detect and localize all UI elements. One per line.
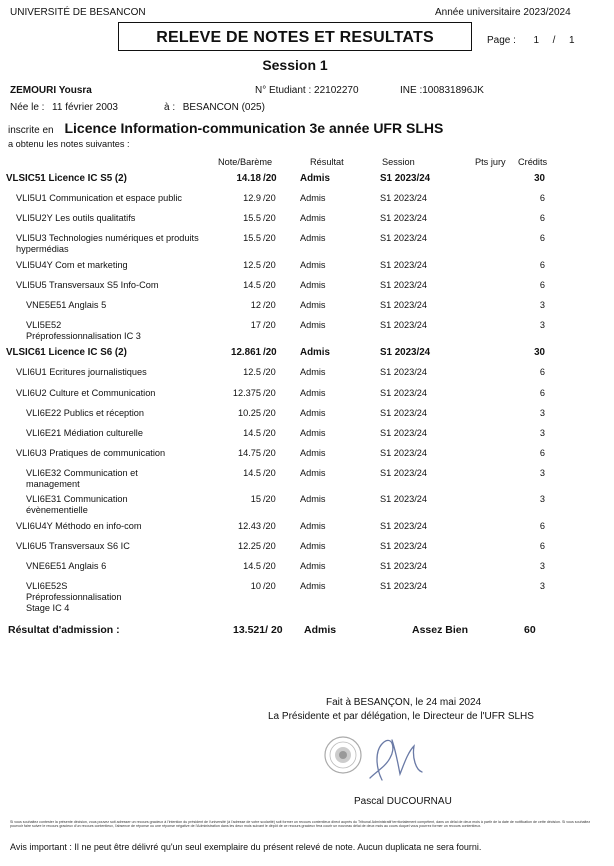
course-session: S1 2023/24 xyxy=(380,347,431,358)
course-credits: 6 xyxy=(539,280,545,290)
course-note: 10.25 xyxy=(238,408,261,418)
page-indicator xyxy=(487,35,575,46)
course-label: VLI5U4Y Com et marketing xyxy=(16,260,128,270)
course-note: 15 xyxy=(250,494,261,504)
course-note: 14.5 xyxy=(243,428,261,438)
course-label: VLI6U5 Transversaux S6 IC xyxy=(16,541,130,551)
course-scale: /20 xyxy=(263,367,276,377)
course-session: S1 2023/24 xyxy=(380,541,428,551)
course-result: Admis xyxy=(300,448,326,458)
course-scale: /20 xyxy=(263,541,276,551)
course-label: VLI5U3 Technologies numériques et produits hypermédias xyxy=(16,233,199,254)
course-credits: 3 xyxy=(539,428,545,438)
course-credits: 30 xyxy=(534,347,545,358)
course-note: 10 xyxy=(250,581,261,591)
course-note: 12.25 xyxy=(238,541,261,551)
course-label: VLI5E52 Préprofessionnalisation IC 3 xyxy=(26,320,141,341)
legal-notice: Si vous souhaitez contester la présente décision, vous pouvez soit adresser un recours gracieux à l'intention du président de l'université (à l'adresse de votre scolarité) soit former un recours contentieux direct auprès du Tribunal Administratif territorialement compétent, dans un délai de deux mois à partir de la date de notification de cette décision. Si vous souhaitez pourvoir faire suivre le recours gracieux d'un recours contentieux, l'absence de réponse ou une réponse négative de l'Administration dans les deux mois suivant le dépôt de ce recours gracieux fera courir un nouveau délai de deux mois au cours duquel vous pourrez former un recours contentieux. xyxy=(10,820,591,829)
course-session: S1 2023/24 xyxy=(380,494,428,504)
course-scale: /20 xyxy=(263,581,276,591)
course-scale: /20 xyxy=(263,428,276,438)
course-result: Admis xyxy=(300,408,326,418)
course-scale: /20 xyxy=(263,494,276,504)
signatory-name: Pascal DUCOURNAU xyxy=(354,796,452,807)
course-note: 17 xyxy=(250,320,261,330)
course-session: S1 2023/24 xyxy=(380,300,428,310)
course-result: Admis xyxy=(300,233,326,243)
course-credits: 30 xyxy=(534,173,545,184)
course-scale: /20 xyxy=(263,521,276,531)
course-credits: 3 xyxy=(539,581,545,591)
course-result: Admis xyxy=(300,388,326,398)
admission-note-scale: / 20 xyxy=(265,624,283,636)
course-scale: /20 xyxy=(263,233,276,243)
page-current: 1 xyxy=(533,35,540,46)
course-note: 15.5 xyxy=(243,233,261,243)
course-result: Admis xyxy=(300,521,326,531)
birth-place xyxy=(164,102,265,113)
column-header-session: Session xyxy=(382,157,415,167)
course-result: Admis xyxy=(300,213,326,223)
course-session: S1 2023/24 xyxy=(380,260,428,270)
course-credits: 6 xyxy=(539,193,545,203)
admission-note xyxy=(233,624,283,636)
course-label: VLI5U1 Communication et espace public xyxy=(16,193,182,203)
course-scale: /20 xyxy=(263,347,277,358)
course-note: 12.5 xyxy=(243,260,261,270)
university-name: UNIVERSITÉ DE BESANCON xyxy=(10,7,146,18)
course-session: S1 2023/24 xyxy=(380,388,428,398)
course-note: 12 xyxy=(250,300,261,310)
course-scale: /20 xyxy=(263,260,276,270)
course-result: Admis xyxy=(300,280,326,290)
course-credits: 6 xyxy=(539,260,545,270)
course-credits: 6 xyxy=(539,213,545,223)
academic-year: Année universitaire 2023/2024 xyxy=(435,7,571,18)
course-result: Admis xyxy=(300,300,326,310)
ine-label: INE : xyxy=(400,85,423,96)
course-note: 12.9 xyxy=(243,193,261,203)
admission-mention: Assez Bien xyxy=(412,624,469,636)
course-result: Admis xyxy=(300,428,326,438)
course-note: 14.5 xyxy=(243,280,261,290)
admission-result: Admis xyxy=(304,624,337,636)
course-note: 12.5 xyxy=(243,367,261,377)
course-session: S1 2023/24 xyxy=(380,193,428,203)
course-result: Admis xyxy=(300,541,326,551)
course-label: VLI6E21 Médiation culturelle xyxy=(26,428,143,438)
course-note: 15.5 xyxy=(243,213,261,223)
course-scale: /20 xyxy=(263,213,276,223)
course-label: VNE6E51 Anglais 6 xyxy=(26,561,107,571)
course-result: Admis xyxy=(300,173,330,184)
course-result: Admis xyxy=(300,367,326,377)
course-label: VLI6E52S Préprofessionnalisation Stage IC 4 xyxy=(26,581,122,613)
signature-role: La Présidente et par délégation, le Directeur de l'UFR SLHS xyxy=(268,711,534,722)
course-label: VLI6U2 Culture et Communication xyxy=(16,388,156,398)
course-label: VLI6U4Y Méthodo en info-com xyxy=(16,521,142,531)
ine-value: 100831896JK xyxy=(422,85,484,96)
course-credits: 6 xyxy=(539,448,545,458)
course-session: S1 2023/24 xyxy=(380,367,428,377)
course-credits: 6 xyxy=(539,541,545,551)
course-note: 12.375 xyxy=(232,388,261,398)
signature-icon xyxy=(362,728,442,788)
course-session: S1 2023/24 xyxy=(380,233,428,243)
course-label: VLI6E22 Publics et réception xyxy=(26,408,144,418)
course-session: S1 2023/24 xyxy=(380,320,428,330)
course-credits: 3 xyxy=(539,494,545,504)
course-label: VLI5U2Y Les outils qualitatifs xyxy=(16,213,136,223)
course-scale: /20 xyxy=(263,468,276,478)
course-label: VLI5U5 Transversaux S5 Info-Com xyxy=(16,280,159,290)
course-label: VLI6U1 Ecritures journalistiques xyxy=(16,367,147,377)
course-note: 14.5 xyxy=(243,468,261,478)
course-credits: 3 xyxy=(539,320,545,330)
course-credits: 6 xyxy=(539,388,545,398)
course-result: Admis xyxy=(300,320,326,330)
course-session: S1 2023/24 xyxy=(380,521,428,531)
course-session: S1 2023/24 xyxy=(380,561,428,571)
column-header-result: Résultat xyxy=(310,157,344,167)
birth-date-value: 11 février 2003 xyxy=(52,102,118,113)
course-scale: /20 xyxy=(263,408,276,418)
course-scale: /20 xyxy=(263,388,276,398)
admission-credits: 60 xyxy=(524,624,536,636)
course-session: S1 2023/24 xyxy=(380,213,428,223)
course-label: VLI6E31 Communication évènementielle xyxy=(26,494,128,515)
student-name: ZEMOURI Yousra xyxy=(10,85,92,96)
course-credits: 3 xyxy=(539,300,545,310)
ine xyxy=(400,85,484,96)
title-box xyxy=(118,22,472,51)
course-scale: /20 xyxy=(263,448,276,458)
course-credits: 3 xyxy=(539,408,545,418)
course-result: Admis xyxy=(300,193,326,203)
course-credits: 3 xyxy=(539,561,545,571)
birth-date xyxy=(10,102,118,113)
course-session: S1 2023/24 xyxy=(380,448,428,458)
course-session: S1 2023/24 xyxy=(380,173,431,184)
page-total: 1 xyxy=(568,35,575,46)
course-note: 12.861 xyxy=(231,347,261,358)
course-session: S1 2023/24 xyxy=(380,468,428,478)
obtained-notice: a obtenu les notes suivantes : xyxy=(8,139,130,149)
course-result: Admis xyxy=(300,347,330,358)
course-session: S1 2023/24 xyxy=(380,581,428,591)
course-note: 14.18 xyxy=(236,173,261,184)
course-result: Admis xyxy=(300,581,326,591)
student-number-label: N° Etudiant : xyxy=(255,85,312,96)
admission-label: Résultat d'admission : xyxy=(8,624,120,636)
course-result: Admis xyxy=(300,561,326,571)
course-label: VLI6E32 Communication et management xyxy=(26,468,138,489)
course-label: VNE5E51 Anglais 5 xyxy=(26,300,107,310)
admission-note-value: 13.521 xyxy=(233,624,266,636)
signature-place-date: Fait à BESANÇON, le 24 mai 2024 xyxy=(326,697,482,708)
course-credits: 6 xyxy=(539,521,545,531)
course-note: 12.43 xyxy=(238,521,261,531)
birth-place-value: BESANCON (025) xyxy=(182,102,265,113)
student-number xyxy=(255,85,359,96)
course-session: S1 2023/24 xyxy=(380,280,428,290)
enrolled-label: inscrite en xyxy=(8,125,54,136)
page-label: Page : xyxy=(487,35,516,46)
course-credits: 3 xyxy=(539,468,545,478)
course-scale: /20 xyxy=(263,280,276,290)
column-header-jury: Pts jury xyxy=(475,157,506,167)
course-note: 14.5 xyxy=(243,561,261,571)
course-result: Admis xyxy=(300,260,326,270)
birth-date-label: Née le : xyxy=(10,102,45,113)
programme-name: Licence Information-communication 3e année UFR SLHS xyxy=(64,120,444,136)
course-label: VLSIC51 Licence IC S5 (2) xyxy=(6,173,127,184)
course-credits: 6 xyxy=(539,233,545,243)
birth-place-label: à : xyxy=(164,102,176,113)
course-result: Admis xyxy=(300,494,326,504)
page-separator: / xyxy=(552,35,556,46)
session-title: Session 1 xyxy=(262,57,328,73)
course-scale: /20 xyxy=(263,173,277,184)
course-scale: /20 xyxy=(263,561,276,571)
course-scale: /20 xyxy=(263,320,276,330)
course-session: S1 2023/24 xyxy=(380,408,428,418)
course-scale: /20 xyxy=(263,193,276,203)
student-number-value: 22102270 xyxy=(314,85,359,96)
column-header-note: Note/Barème xyxy=(218,157,273,167)
important-notice: Avis important : Il ne peut être délivré qu'un seul exemplaire du présent relevé de note. Aucun duplicata ne sera fourni. xyxy=(10,842,482,852)
course-credits: 6 xyxy=(539,367,545,377)
course-session: S1 2023/24 xyxy=(380,428,428,438)
course-result: Admis xyxy=(300,468,326,478)
course-label: VLSIC61 Licence IC S6 (2) xyxy=(6,347,127,358)
enrolment xyxy=(8,120,443,138)
column-header-credits: Crédits xyxy=(518,157,548,167)
course-scale: /20 xyxy=(263,300,276,310)
course-note: 14.75 xyxy=(238,448,261,458)
document-title: RELEVE DE NOTES ET RESULTATS xyxy=(156,29,434,46)
course-label: VLI6U3 Pratiques de communication xyxy=(16,448,166,458)
